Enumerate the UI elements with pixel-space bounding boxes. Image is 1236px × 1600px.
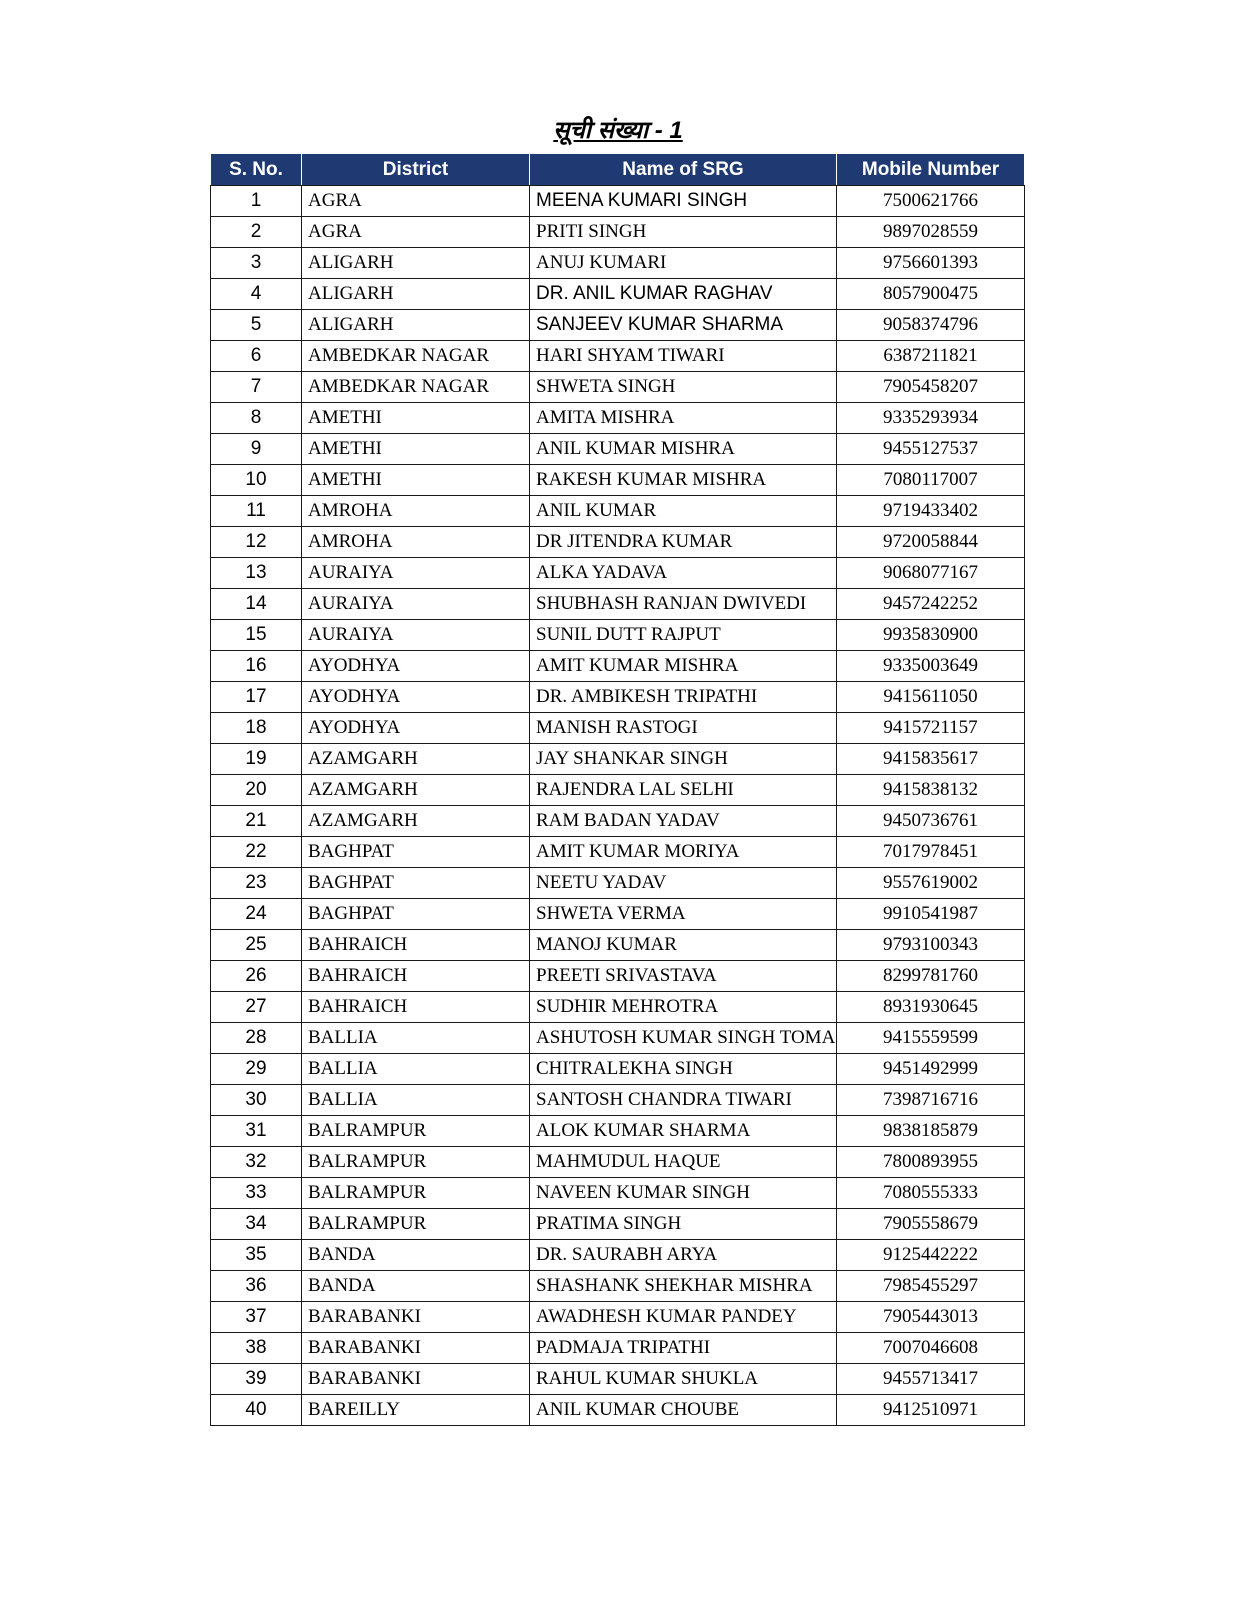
cell-district: BALLIA: [302, 1085, 530, 1116]
table-row: [211, 1395, 1025, 1426]
header-name: Name of SRG: [530, 154, 837, 186]
cell-mobile: 7500621766: [837, 186, 1025, 217]
table-row: [211, 1023, 1025, 1054]
cell-mobile: 7080117007: [837, 465, 1025, 496]
cell-name: SANTOSH CHANDRA TIWARI: [530, 1085, 837, 1116]
cell-sno: 37: [211, 1302, 302, 1333]
cell-sno: 18: [211, 713, 302, 744]
cell-district: AZAMGARH: [302, 775, 530, 806]
cell-district: BARABANKI: [302, 1364, 530, 1395]
cell-sno: 7: [211, 372, 302, 403]
cell-name: NEETU YADAV: [530, 868, 837, 899]
cell-name: RAM BADAN YADAV: [530, 806, 837, 837]
table-row: [211, 1209, 1025, 1240]
cell-mobile: 6387211821: [837, 341, 1025, 372]
cell-district: BALRAMPUR: [302, 1116, 530, 1147]
table-row: [211, 775, 1025, 806]
cell-name: SHUBHASH RANJAN DWIVEDI: [530, 589, 837, 620]
cell-sno: 10: [211, 465, 302, 496]
table-row: [211, 527, 1025, 558]
table-row: [211, 1302, 1025, 1333]
cell-sno: 17: [211, 682, 302, 713]
cell-mobile: 9125442222: [837, 1240, 1025, 1271]
table-row: [211, 403, 1025, 434]
cell-district: AMETHI: [302, 465, 530, 496]
cell-mobile: 8931930645: [837, 992, 1025, 1023]
cell-sno: 21: [211, 806, 302, 837]
cell-sno: 1: [211, 186, 302, 217]
cell-mobile: 9455713417: [837, 1364, 1025, 1395]
table-row: [211, 1333, 1025, 1364]
cell-district: BAGHPAT: [302, 837, 530, 868]
cell-name: SUNIL DUTT RAJPUT: [530, 620, 837, 651]
table-row: [211, 1085, 1025, 1116]
cell-sno: 20: [211, 775, 302, 806]
cell-mobile: 7007046608: [837, 1333, 1025, 1364]
table-row: [211, 1054, 1025, 1085]
cell-sno: 15: [211, 620, 302, 651]
cell-district: BANDA: [302, 1271, 530, 1302]
table-row: [211, 341, 1025, 372]
cell-mobile: 9720058844: [837, 527, 1025, 558]
cell-name: MEENA KUMARI SINGH: [530, 186, 837, 217]
cell-name: JAY SHANKAR SINGH: [530, 744, 837, 775]
page-title: सूची संख्या - 1: [553, 117, 683, 144]
cell-district: BALRAMPUR: [302, 1209, 530, 1240]
cell-mobile: 7017978451: [837, 837, 1025, 868]
cell-name: ANIL KUMAR CHOUBE: [530, 1395, 837, 1426]
cell-mobile: 7905443013: [837, 1302, 1025, 1333]
cell-district: ALIGARH: [302, 279, 530, 310]
cell-name: NAVEEN KUMAR SINGH: [530, 1178, 837, 1209]
cell-mobile: 9335003649: [837, 651, 1025, 682]
cell-mobile: 9557619002: [837, 868, 1025, 899]
cell-name: AMIT KUMAR MORIYA: [530, 837, 837, 868]
table-row: [211, 465, 1025, 496]
cell-sno: 16: [211, 651, 302, 682]
cell-name: HARI SHYAM TIWARI: [530, 341, 837, 372]
cell-sno: 2: [211, 217, 302, 248]
cell-district: AYODHYA: [302, 651, 530, 682]
cell-district: AGRA: [302, 217, 530, 248]
table-row: [211, 186, 1025, 217]
cell-name: RAKESH KUMAR MISHRA: [530, 465, 837, 496]
cell-name: SHWETA SINGH: [530, 372, 837, 403]
srg-table: [210, 153, 1025, 1426]
cell-mobile: 7398716716: [837, 1085, 1025, 1116]
cell-sno: 34: [211, 1209, 302, 1240]
cell-sno: 23: [211, 868, 302, 899]
cell-sno: 31: [211, 1116, 302, 1147]
table-row: [211, 899, 1025, 930]
table-row: [211, 372, 1025, 403]
cell-sno: 6: [211, 341, 302, 372]
cell-name: RAJENDRA LAL SELHI: [530, 775, 837, 806]
cell-sno: 28: [211, 1023, 302, 1054]
cell-sno: 39: [211, 1364, 302, 1395]
table-row: [211, 620, 1025, 651]
cell-district: BANDA: [302, 1240, 530, 1271]
cell-mobile: 9793100343: [837, 930, 1025, 961]
cell-mobile: 9450736761: [837, 806, 1025, 837]
cell-sno: 30: [211, 1085, 302, 1116]
cell-name: RAHUL KUMAR SHUKLA: [530, 1364, 837, 1395]
cell-district: AMBEDKAR NAGAR: [302, 341, 530, 372]
cell-sno: 22: [211, 837, 302, 868]
cell-mobile: 9068077167: [837, 558, 1025, 589]
cell-sno: 4: [211, 279, 302, 310]
table-row: [211, 1178, 1025, 1209]
cell-district: BAGHPAT: [302, 899, 530, 930]
table-row: [211, 217, 1025, 248]
cell-district: AURAIYA: [302, 620, 530, 651]
cell-mobile: 9415721157: [837, 713, 1025, 744]
cell-name: SANJEEV KUMAR SHARMA: [530, 310, 837, 341]
cell-name: PADMAJA TRIPATHI: [530, 1333, 837, 1364]
cell-sno: 26: [211, 961, 302, 992]
table-row: [211, 1147, 1025, 1178]
cell-name: SUDHIR MEHROTRA: [530, 992, 837, 1023]
cell-name: ALOK KUMAR SHARMA: [530, 1116, 837, 1147]
cell-name: DR. ANIL KUMAR RAGHAV: [530, 279, 837, 310]
cell-district: BAHRAICH: [302, 961, 530, 992]
cell-district: AGRA: [302, 186, 530, 217]
cell-mobile: 9910541987: [837, 899, 1025, 930]
cell-mobile: 9719433402: [837, 496, 1025, 527]
cell-mobile: 9935830900: [837, 620, 1025, 651]
header-district: District: [302, 154, 530, 186]
cell-district: AMROHA: [302, 496, 530, 527]
table-row: [211, 744, 1025, 775]
cell-mobile: 7800893955: [837, 1147, 1025, 1178]
cell-district: AMROHA: [302, 527, 530, 558]
cell-district: BALLIA: [302, 1023, 530, 1054]
cell-name: ANUJ KUMARI: [530, 248, 837, 279]
table-row: [211, 1271, 1025, 1302]
cell-sno: 38: [211, 1333, 302, 1364]
cell-sno: 40: [211, 1395, 302, 1426]
cell-district: ALIGARH: [302, 248, 530, 279]
cell-district: AURAIYA: [302, 558, 530, 589]
cell-mobile: 9415835617: [837, 744, 1025, 775]
cell-name: DR. AMBIKESH TRIPATHI: [530, 682, 837, 713]
cell-district: BAHRAICH: [302, 992, 530, 1023]
cell-sno: 3: [211, 248, 302, 279]
cell-district: AURAIYA: [302, 589, 530, 620]
table-row: [211, 248, 1025, 279]
cell-name: DR. SAURABH ARYA: [530, 1240, 837, 1271]
cell-mobile: 9455127537: [837, 434, 1025, 465]
cell-sno: 25: [211, 930, 302, 961]
cell-sno: 32: [211, 1147, 302, 1178]
header-mobile: Mobile Number: [837, 154, 1025, 186]
cell-name: ANIL KUMAR MISHRA: [530, 434, 837, 465]
cell-sno: 8: [211, 403, 302, 434]
cell-sno: 35: [211, 1240, 302, 1271]
cell-sno: 36: [211, 1271, 302, 1302]
cell-name: MAHMUDUL HAQUE: [530, 1147, 837, 1178]
cell-mobile: 9412510971: [837, 1395, 1025, 1426]
table-row: [211, 806, 1025, 837]
cell-mobile: 9415611050: [837, 682, 1025, 713]
table-row: [211, 1116, 1025, 1147]
cell-mobile: 9335293934: [837, 403, 1025, 434]
cell-mobile: 8057900475: [837, 279, 1025, 310]
cell-district: BAHRAICH: [302, 930, 530, 961]
table-row: [211, 868, 1025, 899]
cell-mobile: 7905458207: [837, 372, 1025, 403]
cell-name: AWADHESH KUMAR PANDEY: [530, 1302, 837, 1333]
cell-mobile: 7905558679: [837, 1209, 1025, 1240]
cell-district: BAGHPAT: [302, 868, 530, 899]
table-row: [211, 279, 1025, 310]
cell-sno: 27: [211, 992, 302, 1023]
table-row: [211, 434, 1025, 465]
table-row: [211, 961, 1025, 992]
cell-name: PREETI SRIVASTAVA: [530, 961, 837, 992]
cell-mobile: 7080555333: [837, 1178, 1025, 1209]
cell-sno: 13: [211, 558, 302, 589]
cell-sno: 33: [211, 1178, 302, 1209]
cell-name: ASHUTOSH KUMAR SINGH TOMA: [530, 1023, 837, 1054]
cell-district: BARABANKI: [302, 1333, 530, 1364]
cell-mobile: 9058374796: [837, 310, 1025, 341]
cell-name: PRATIMA SINGH: [530, 1209, 837, 1240]
cell-name: AMIT KUMAR MISHRA: [530, 651, 837, 682]
table-header-row: [211, 154, 1025, 186]
cell-district: AZAMGARH: [302, 744, 530, 775]
table-row: [211, 589, 1025, 620]
cell-district: AMBEDKAR NAGAR: [302, 372, 530, 403]
cell-district: AZAMGARH: [302, 806, 530, 837]
cell-name: ALKA YADAVA: [530, 558, 837, 589]
cell-district: AMETHI: [302, 403, 530, 434]
cell-sno: 5: [211, 310, 302, 341]
cell-sno: 19: [211, 744, 302, 775]
cell-district: BALLIA: [302, 1054, 530, 1085]
table-row: [211, 930, 1025, 961]
cell-name: ANIL KUMAR: [530, 496, 837, 527]
cell-district: BAREILLY: [302, 1395, 530, 1426]
cell-name: PRITI SINGH: [530, 217, 837, 248]
cell-district: BALRAMPUR: [302, 1147, 530, 1178]
cell-mobile: 8299781760: [837, 961, 1025, 992]
cell-district: BARABANKI: [302, 1302, 530, 1333]
cell-sno: 24: [211, 899, 302, 930]
table-row: [211, 1240, 1025, 1271]
table-row: [211, 310, 1025, 341]
table-row: [211, 496, 1025, 527]
table-row: [211, 713, 1025, 744]
cell-mobile: 9457242252: [837, 589, 1025, 620]
table-row: [211, 558, 1025, 589]
table-row: [211, 1364, 1025, 1395]
cell-district: ALIGARH: [302, 310, 530, 341]
cell-district: AYODHYA: [302, 682, 530, 713]
cell-mobile: 7985455297: [837, 1271, 1025, 1302]
cell-sno: 9: [211, 434, 302, 465]
cell-mobile: 9838185879: [837, 1116, 1025, 1147]
table-row: [211, 682, 1025, 713]
cell-mobile: 9415559599: [837, 1023, 1025, 1054]
cell-name: MANISH RASTOGI: [530, 713, 837, 744]
table-row: [211, 651, 1025, 682]
header-sno: S. No.: [211, 154, 302, 186]
cell-name: AMITA MISHRA: [530, 403, 837, 434]
table-row: [211, 992, 1025, 1023]
cell-sno: 14: [211, 589, 302, 620]
cell-mobile: 9897028559: [837, 217, 1025, 248]
cell-sno: 11: [211, 496, 302, 527]
cell-name: SHASHANK SHEKHAR MISHRA: [530, 1271, 837, 1302]
cell-mobile: 9756601393: [837, 248, 1025, 279]
cell-name: DR JITENDRA KUMAR: [530, 527, 837, 558]
cell-name: MANOJ KUMAR: [530, 930, 837, 961]
cell-name: SHWETA VERMA: [530, 899, 837, 930]
cell-district: BALRAMPUR: [302, 1178, 530, 1209]
cell-district: AYODHYA: [302, 713, 530, 744]
cell-mobile: 9415838132: [837, 775, 1025, 806]
cell-district: AMETHI: [302, 434, 530, 465]
cell-name: CHITRALEKHA SINGH: [530, 1054, 837, 1085]
cell-sno: 29: [211, 1054, 302, 1085]
table-row: [211, 837, 1025, 868]
cell-mobile: 9451492999: [837, 1054, 1025, 1085]
cell-sno: 12: [211, 527, 302, 558]
